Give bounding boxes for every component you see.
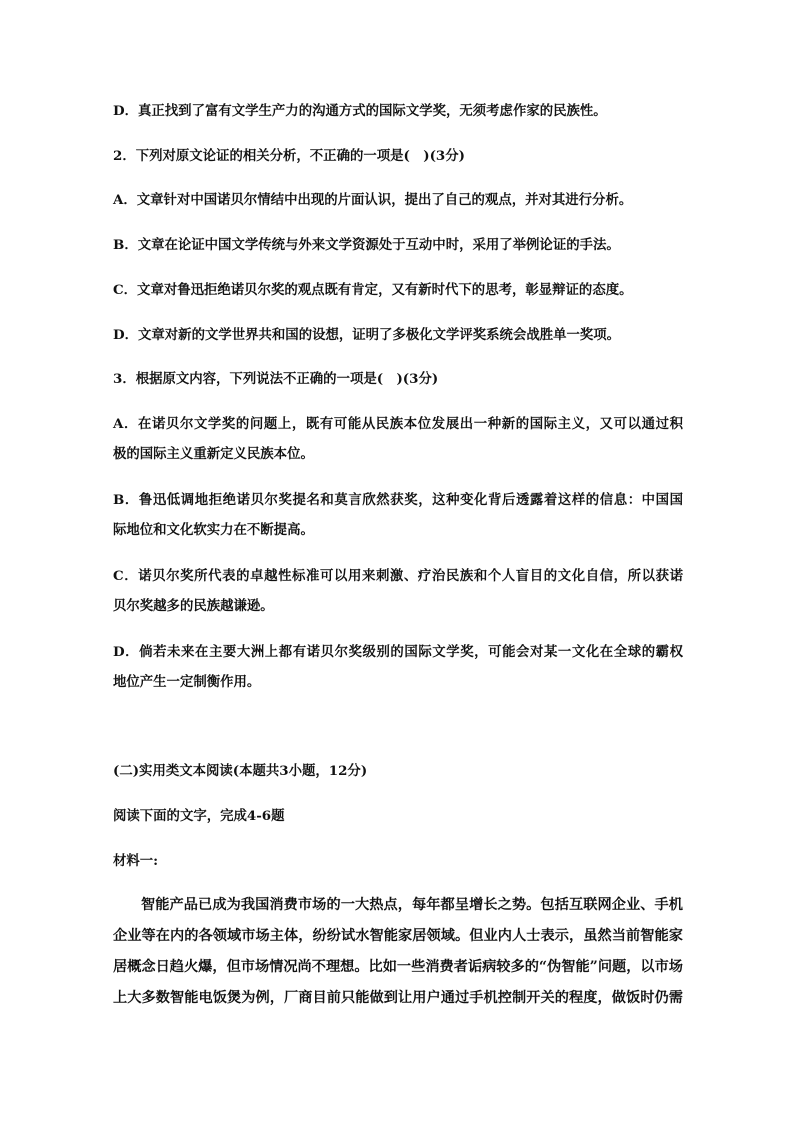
q3-option-c-line-2: 贝尔奖越多的民族越谦逊。 xyxy=(113,598,274,614)
q3-option-d-line-1: D．倘若未来在主要大洲上都有诺贝尔奖级别的国际文学奖，可能会对某一文化在全球的霸权 xyxy=(113,644,683,660)
q2-option-c: C．文章对鲁迅拒绝诺贝尔奖的观点既有肯定，又有新时代下的思考，彰显辩证的态度。 xyxy=(113,282,633,298)
paragraph-line-4: 上大多数智能电饭煲为例，厂商目前只能做到让用户通过手机控制开关的程度，做饭时仍需 xyxy=(113,990,683,1006)
paragraph-line-3: 居概念日趋火爆，但市场情况尚不理想。比如一些消费者诟病较多的“伪智能”问题，以市场 xyxy=(113,959,683,975)
section-instruction: 阅读下面的文字，完成4-6题 xyxy=(113,808,285,824)
q2-option-d: D．文章对新的文学世界共和国的设想，证明了多极化文学评奖系统会战胜单一奖项。 xyxy=(113,327,621,343)
material-label: 材料一: xyxy=(113,853,159,869)
q3-option-d-line-2: 地位产生一定制衡作用。 xyxy=(113,674,261,690)
q2-option-a: A．文章针对中国诺贝尔情结中出现的片面认识，提出了自己的观点，并对其进行分析。 xyxy=(113,192,633,208)
q3-option-a-line-2: 极的国际主义重新定义民族本位。 xyxy=(113,446,314,462)
q3-option-b-line-2: 际地位和文化软实力在不断提高。 xyxy=(113,522,314,538)
q3-option-c-line-1: C．诺贝尔奖所代表的卓越性标准可以用来刺激、疗治民族和个人盲目的文化自信，所以获诺 xyxy=(113,568,683,584)
paragraph-line-2: 企业等在内的各领域市场主体，纷纷试水智能家居领域。但业内人士表示，虽然当前智能家 xyxy=(113,928,683,944)
q3-option-a-line-1: A．在诺贝尔文学奖的问题上，既有可能从民族本位发展出一种新的国际主义，又可以通过积 xyxy=(113,416,683,432)
q2-option-b: B．文章在论证中国文学传统与外来文学资源处于互动中时，采用了举例论证的手法。 xyxy=(113,237,620,253)
paragraph-line-1: 智能产品已成为我国消费市场的一大热点，每年都呈增长之势。包括互联网企业、手机 xyxy=(141,897,683,913)
q3-option-b-line-1: B．鲁迅低调地拒绝诺贝尔奖提名和莫言欣然获奖，这种变化背后透露着这样的信息：中国国 xyxy=(113,492,683,508)
section-heading: (二)实用类文本阅读(本题共3小题，12分) xyxy=(113,763,368,779)
q3-stem: 3．根据原文内容，下列说法不正确的一项是( )(3分) xyxy=(113,371,439,387)
q1-option-d: D．真正找到了富有文学生产力的沟通方式的国际文学奖，无须考虑作家的民族性。 xyxy=(113,103,607,119)
q2-stem: 2．下列对原文论证的相关分析，不正确的一项是( )(3分) xyxy=(113,148,465,164)
